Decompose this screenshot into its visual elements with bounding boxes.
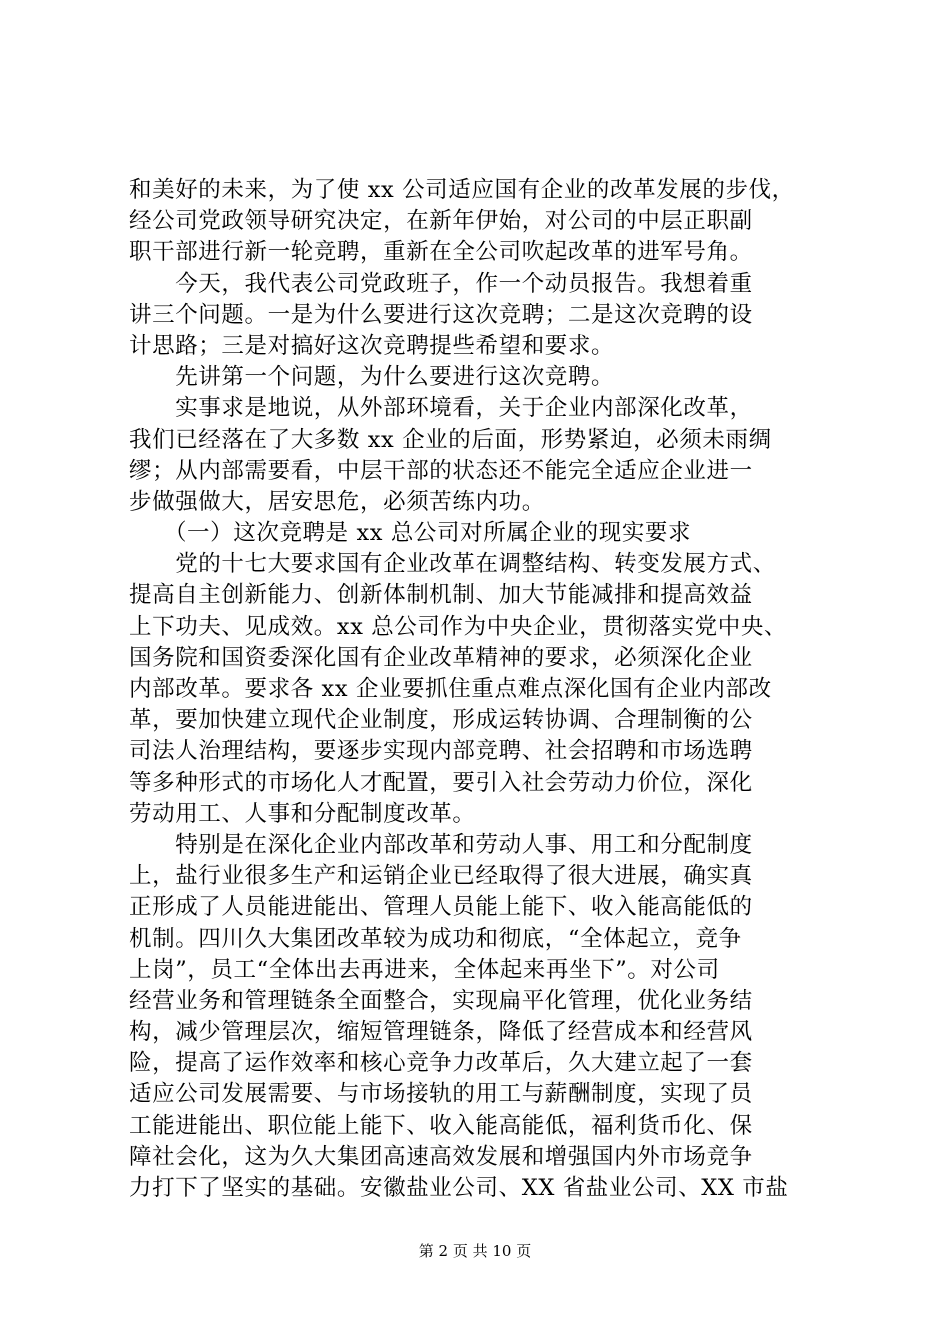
text-line: 国务院和国资委深化国有企业改革精神的要求，必须深化企业 [129, 644, 753, 671]
text-line: 内部改革。要求各 xx 企业要抓住重点难点深化国有企业内部改 [129, 676, 772, 702]
text-line: 特别是在深化企业内部改革和劳动人事、用工和分配制度 [129, 831, 753, 858]
text-line: 计思路；三是对搞好这次竞聘提些希望和要求。 [129, 332, 615, 359]
text-line: 步做强做大，居安思危，必须苦练内功。 [129, 488, 545, 515]
text-line: 适应公司发展需要、与市场接轨的用工与薪酬制度，实现了员 [129, 1081, 753, 1108]
text-line: 上下功夫、见成效。xx 总公司作为中央企业，贯彻落实党中央、 [129, 613, 788, 640]
text-line: 提高自主创新能力、创新体制机制、加大节能减排和提高效益 [129, 582, 753, 609]
text-line: 我们已经落在了大多数 xx 企业的后面，形势紧迫，必须未雨绸 [129, 426, 772, 453]
text-line: 力打下了坚实的基础。安徽盐业公司、XX 省盐业公司、XX 市盐 [129, 1175, 789, 1201]
text-line: 今天，我代表公司党政班子，作一个动员报告。我想着重 [129, 270, 753, 297]
text-line: 经营业务和管理链条全面整合，实现扁平化管理，优化业务结 [129, 987, 753, 1014]
text-line: 讲三个问题。一是为什么要进行这次竞聘；二是这次竞聘的设 [129, 301, 753, 328]
text-line: 缪；从内部需要看，中层干部的状态还不能完全适应企业进一 [129, 457, 753, 484]
text-line: 先讲第一个问题，为什么要进行这次竞聘。 [129, 364, 615, 391]
text-line: 险，提高了运作效率和核心竞争力改革后，久大建立起了一套 [129, 1050, 753, 1077]
text-line: 党的十七大要求国有企业改革在调整结构、转变发展方式、 [129, 551, 776, 578]
text-line: 工能进能出、职位能上能下、收入能高能低，福利货币化、保 [129, 1112, 753, 1139]
text-line: 上岗”，员工“全体出去再进来，全体起来再坐下”。对公司 [129, 956, 720, 983]
text-line: 革，要加快建立现代企业制度，形成运转协调、合理制衡的公 [129, 707, 753, 734]
section-heading: （一）这次竞聘是 xx 总公司对所属企业的现实要求 [129, 520, 692, 547]
text-line: 司法人治理结构，要逐步实现内部竞聘、社会招聘和市场选聘 [129, 738, 753, 765]
text-line: 机制。四川久大集团改革较为成功和彻底，“全体起立，竞争 [129, 925, 742, 952]
text-line: 经公司党政领导研究决定，在新年伊始，对公司的中层正职副 [129, 208, 753, 235]
text-line: 等多种形式的市场化人才配置，要引入社会劳动力价位，深化 [129, 769, 753, 796]
text-line: 上，盐行业很多生产和运销企业已经取得了很大进展，确实真 [129, 863, 753, 890]
text-line: 劳动用工、人事和分配制度改革。 [129, 800, 476, 827]
document-body [129, 175, 829, 1204]
text-line: 职干部进行新一轮竞聘，重新在全公司吹起改革的进军号角。 [129, 239, 753, 266]
page-number: 第 2 页 共 10 页 [418, 1242, 532, 1260]
text-line: 和美好的未来，为了使 xx 公司适应国有企业的改革发展的步伐， [129, 177, 795, 203]
text-line: 构，减少管理层次，缩短管理链条，降低了经营成本和经营风 [129, 1019, 753, 1046]
text-line: 正形成了人员能进能出、管理人员能上能下、收入能高能低的 [129, 894, 753, 921]
text-line: 实事求是地说，从外部环境看，关于企业内部深化改革， [129, 395, 753, 422]
page-footer [0, 1241, 950, 1261]
text-line: 障社会化，这为久大集团高速高效发展和增强国内外市场竞争 [129, 1143, 753, 1170]
